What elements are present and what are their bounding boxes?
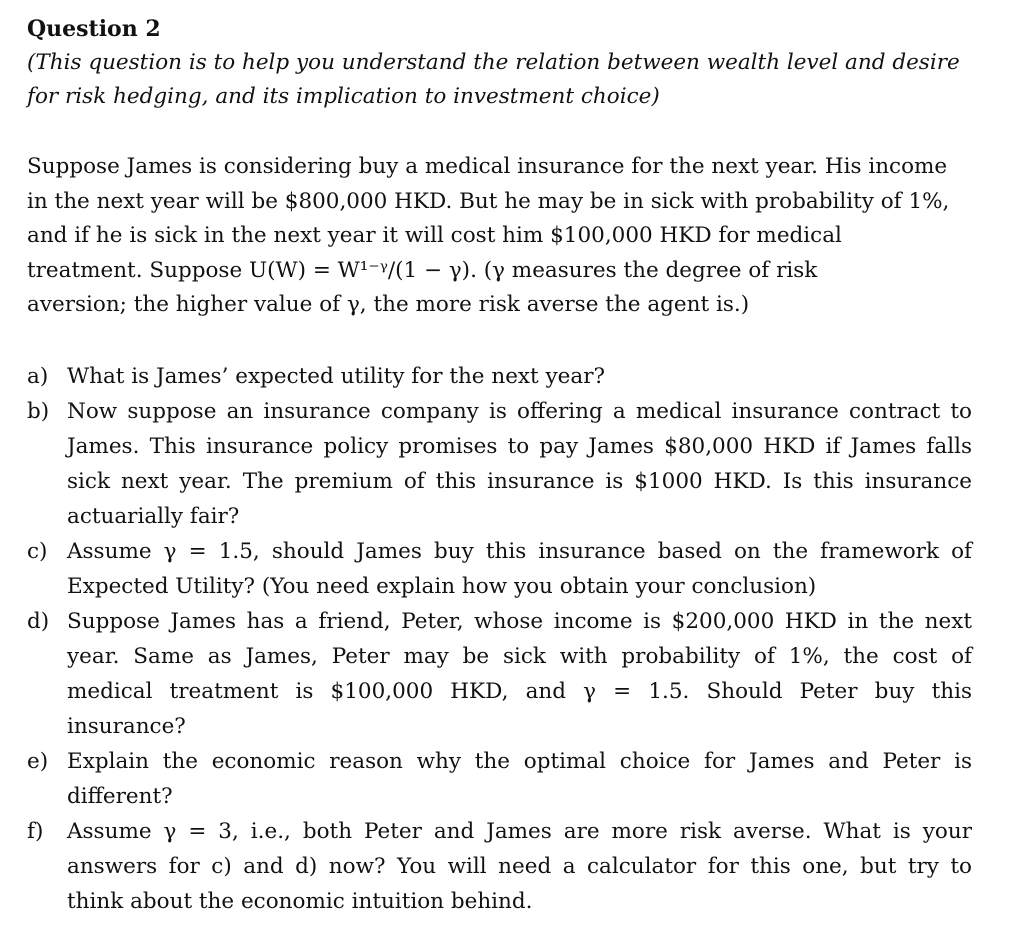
item-line: sick next year. The premium of this insurance is $1000 HKD. Is this insurance <box>67 468 972 494</box>
subtitle-line: (This question is to help you understand the relation between wealth level and desire <box>27 50 960 75</box>
item-label: a) <box>27 363 49 389</box>
question-item-f <box>27 814 972 919</box>
subtitle-line: for risk hedging, and its implication to investment choice) <box>27 84 660 109</box>
question-item-b <box>27 394 972 534</box>
question-title: Question 2 <box>27 16 161 42</box>
question-subtitle <box>27 46 972 114</box>
document-page <box>27 12 972 919</box>
item-line: Explain the economic reason why the optimal choice for James and Peter is <box>67 748 972 774</box>
question-item-c <box>27 534 972 604</box>
intro-line: treatment. Suppose U(W) = W¹⁻ᵞ/(1 − γ). (γ measures the degree of risk <box>27 257 818 283</box>
intro-line: Suppose James is considering buy a medical insurance for the next year. His income <box>27 154 948 179</box>
intro-line: and if he is sick in the next year it will cost him $100,000 HKD for medical <box>27 223 842 248</box>
question-item-d <box>27 604 972 744</box>
item-line: insurance? <box>67 713 186 739</box>
question-item-a <box>27 359 972 394</box>
item-line: Now suppose an insurance company is offering a medical insurance contract to <box>67 398 972 424</box>
item-line: medical treatment is $100,000 HKD, and γ = 1.5. Should Peter buy this <box>67 678 972 704</box>
intro-paragraph <box>27 150 972 323</box>
item-line: answers for c) and d) now? You will need a calculator for this one, but try to <box>67 853 972 879</box>
item-line: Expected Utility? (You need explain how you obtain your conclusion) <box>67 573 817 599</box>
item-line: Assume γ = 3, i.e., both Peter and James are more risk averse. What is your <box>67 818 972 844</box>
item-label: c) <box>27 538 48 564</box>
item-line: actuarially fair? <box>67 503 240 529</box>
item-label: f) <box>27 818 44 844</box>
item-line: year. Same as James, Peter may be sick with probability of 1%, the cost of <box>67 643 972 669</box>
intro-line: aversion; the higher value of γ, the more risk averse the agent is.) <box>27 292 750 317</box>
item-line: Assume γ = 1.5, should James buy this insurance based on the framework of <box>67 538 972 564</box>
item-label: d) <box>27 608 50 634</box>
item-label: b) <box>27 398 50 424</box>
item-line: Suppose James has a friend, Peter, whose income is $200,000 HKD in the next <box>67 608 972 634</box>
item-label: e) <box>27 748 49 774</box>
item-line: James. This insurance policy promises to pay James $80,000 HKD if James falls <box>67 433 972 459</box>
item-line: think about the economic intuition behind. <box>67 888 533 914</box>
intro-line: in the next year will be $800,000 HKD. But he may be in sick with probability of 1%, <box>27 188 950 214</box>
item-line: different? <box>67 783 173 809</box>
question-item-e <box>27 744 972 814</box>
question-list <box>27 359 972 919</box>
item-line: What is James’ expected utility for the next year? <box>67 363 606 389</box>
